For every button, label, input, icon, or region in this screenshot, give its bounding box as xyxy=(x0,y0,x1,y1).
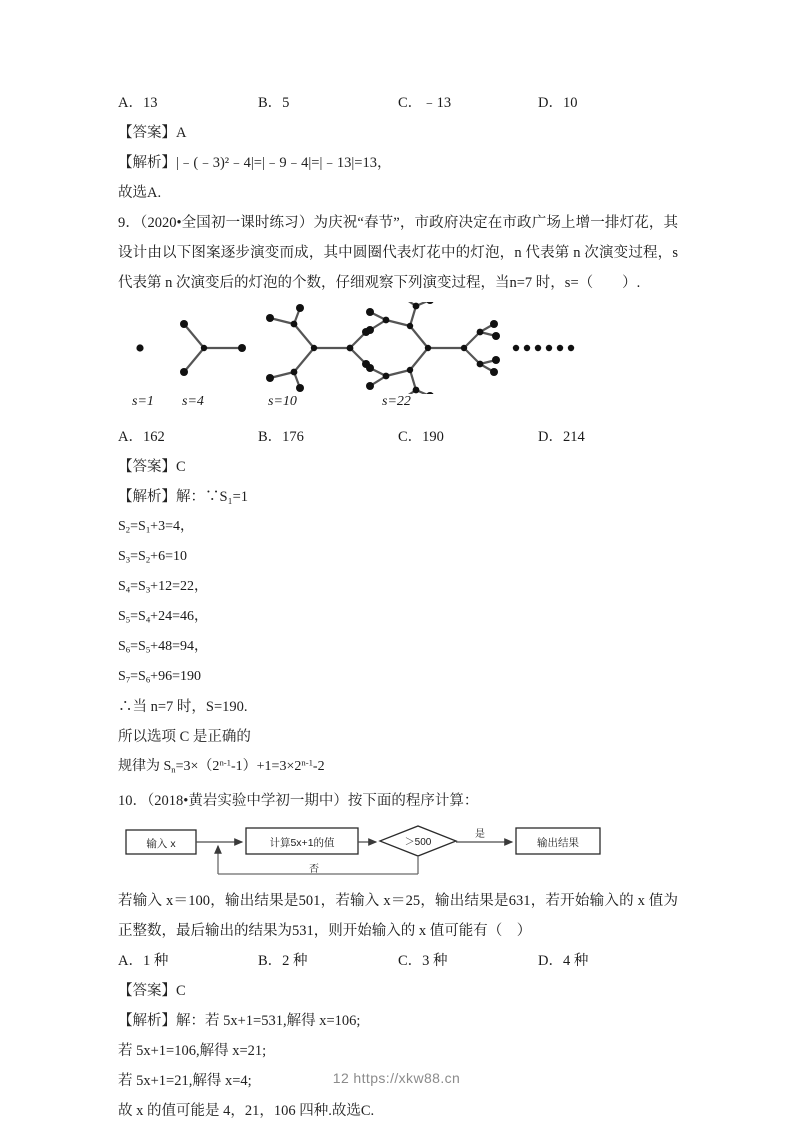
q8-answer-value: A xyxy=(176,125,187,141)
q9-option-d[interactable]: D．214 xyxy=(538,429,585,445)
q10-analysis-label: 【解析】 xyxy=(118,1013,176,1029)
page-footer: 12 https://xkw88.cn xyxy=(332,1070,461,1086)
q9-answer-line xyxy=(118,452,678,482)
q10-option-b[interactable]: B．2 种 xyxy=(258,953,308,969)
q9-body: 为庆祝“春节”，市政府决定在市政广场上增一排灯花，其设计由以下图案逐步演变而成，其中圆圈代表灯花中的灯泡，n 代表第 n 次演变过程，s 代表第 n 次演变后的灯泡的个数，仔细观察下列演变过程，当n=7 时，s=（ ）. xyxy=(118,215,679,291)
q10-number: 10． xyxy=(118,793,147,809)
q10-step-1: 若 5x+1=106,解得 x=21; xyxy=(118,1043,267,1059)
fractal-lamp-pattern-svg xyxy=(118,302,678,394)
q10-option-d[interactable]: D．4 种 xyxy=(538,953,589,969)
q9-option-b[interactable]: B．176 xyxy=(258,429,304,445)
q9-prompt xyxy=(118,208,678,298)
q10-analysis-intro: 解：若 5x+1=531,解得 x=106; xyxy=(176,1013,361,1029)
q8-option-d[interactable]: D．10 xyxy=(538,95,578,111)
q9-number: 9． xyxy=(118,215,141,231)
q9-formula-body: =3×（2 xyxy=(175,759,220,774)
q8-analysis-line xyxy=(118,148,678,178)
flow-yes-label: 是 xyxy=(475,829,485,840)
q8-answer-label: 【答案】 xyxy=(118,125,176,141)
stage-label-1: s=1 xyxy=(132,394,154,409)
q9-step-4: $S_5=S_4+24=46$， xyxy=(118,609,208,625)
q9-formula-mid: -1）+1=3×2 xyxy=(231,759,302,774)
q8-conclusion: 故选A. xyxy=(118,185,162,201)
q9-formula-tail: -2 xyxy=(312,759,325,774)
q9-conclusion-1: ∴当 n=7 时，S=190. xyxy=(118,699,248,715)
q9-formula-exp1: n-1 xyxy=(219,757,231,768)
flow-decision-label: ＞500 xyxy=(404,837,432,848)
q10-answer-label: 【答案】 xyxy=(118,983,176,999)
q9-figure-labels xyxy=(118,394,678,416)
q8-option-c[interactable]: C．﹣13 xyxy=(398,95,452,111)
page-content xyxy=(118,88,678,1126)
stage-label-4: s=22 xyxy=(382,394,411,409)
q9-formula-exp2: n-1 xyxy=(301,757,313,768)
q9-analysis-intro: 解：∵S₁=1 xyxy=(176,489,249,505)
flow-output-label: 输出结果 xyxy=(537,837,579,849)
q10-source: （2018•黄岩实验中学初一期中） xyxy=(147,793,348,809)
q9-answer-label: 【答案】 xyxy=(118,459,176,475)
q10-step-2: 若 5x+1=21,解得 x=4; xyxy=(118,1073,252,1089)
q9-step-3: $S_4=S_3+12=22$， xyxy=(118,579,208,595)
q9-conclusion-2: 所以选项 C 是正确的 xyxy=(118,729,251,745)
q10-options-row xyxy=(118,946,678,976)
q8-option-b[interactable]: B．5 xyxy=(258,95,290,111)
q9-analysis-line xyxy=(118,482,678,512)
q10-flowchart xyxy=(118,822,678,884)
q8-options-row xyxy=(118,88,678,118)
q10-analysis-line xyxy=(118,1006,678,1036)
q9-answer-value: C xyxy=(176,459,186,475)
q9-step-5: $S_6=S_5+48=94$， xyxy=(118,639,208,655)
q10-answer-value: C xyxy=(176,983,186,999)
q9-source: （2020•全国初一课时练习） xyxy=(140,215,314,231)
flow-no-label: 否 xyxy=(309,864,319,875)
q9-formula xyxy=(118,752,678,782)
flow-input-label: 输入 x xyxy=(146,838,176,850)
q10-body: 若输入 x＝100，输出结果是501，若输入 x＝25，输出结果是631，若开始输入的 x 值为正整数，最后输出的结果为531，则开始输入的 x 值可能有（ ） xyxy=(118,893,678,939)
q10-prompt xyxy=(118,786,678,816)
q9-step-6: $S_7=S_6+96=190$ xyxy=(118,669,201,685)
q9-figure xyxy=(118,302,678,394)
q10-option-c[interactable]: C．3 种 xyxy=(398,953,448,969)
program-flowchart-svg xyxy=(118,822,678,884)
q9-formula-sub: n xyxy=(171,764,176,775)
flow-process-label: 计算5x+1的值 xyxy=(269,837,335,849)
q10-answer-line xyxy=(118,976,678,1006)
q9-option-c[interactable]: C．190 xyxy=(398,429,444,445)
q9-formula-prefix: 规律为 S xyxy=(118,759,172,774)
q8-answer-line xyxy=(118,118,678,148)
q8-analysis-text: |﹣(﹣3)²﹣4|=|﹣9﹣4|=|﹣13|=13， xyxy=(176,155,392,171)
q10-option-a[interactable]: A．1 种 xyxy=(118,953,169,969)
q9-option-a[interactable]: A．162 xyxy=(118,429,165,445)
q9-options-row xyxy=(118,422,678,452)
q9-step-2: $S_3=S_2+6=10$ xyxy=(118,549,187,565)
q10-title-tail: 按下面的程序计算： xyxy=(347,793,479,809)
stage-label-2: s=4 xyxy=(182,394,204,409)
q9-step-1: $S_2=S_1+3=4$， xyxy=(118,519,194,535)
q10-conclusion: 故 x 的值可能是 4，21，106 四种.故选C. xyxy=(118,1103,375,1119)
q8-option-a[interactable]: A．13 xyxy=(118,95,158,111)
q9-analysis-label: 【解析】 xyxy=(118,489,176,505)
q8-analysis-label: 【解析】 xyxy=(118,155,176,171)
stage-label-3: s=10 xyxy=(268,394,297,409)
